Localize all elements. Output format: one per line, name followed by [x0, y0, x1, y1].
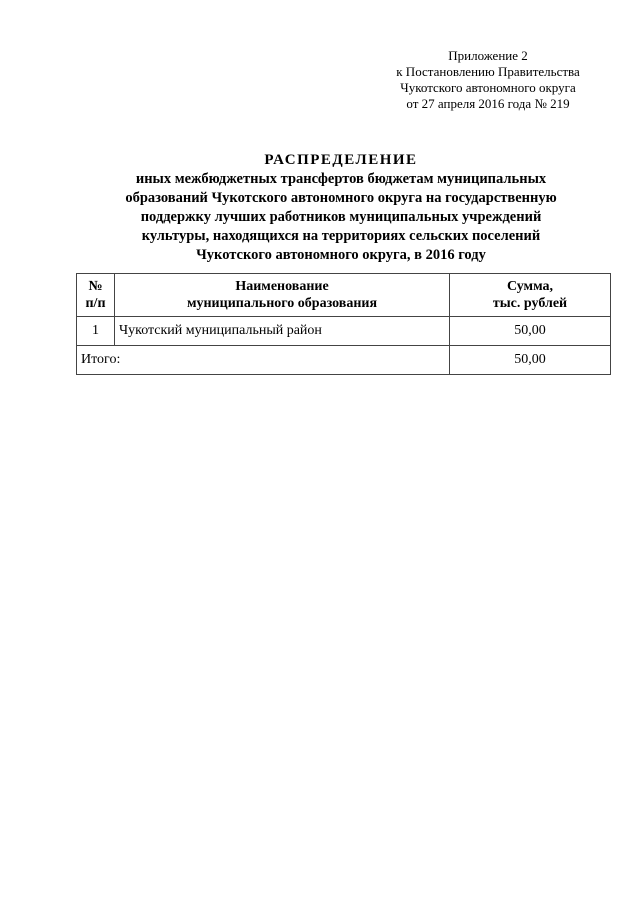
header-text: тыс. рублей	[492, 296, 568, 311]
title-heading: РАСПРЕДЕЛЕНИЕ	[264, 152, 418, 168]
annex-line: Чукотского автономного округа	[400, 80, 576, 95]
title-line: иных межбюджетных трансфертов бюджетам муниципальных	[135, 171, 547, 187]
table-header-row	[77, 274, 611, 317]
annex-line: от 27 апреля 2016 года № 219	[406, 96, 570, 111]
title-line: образований Чукотского автономного округа на государственную	[125, 190, 557, 206]
row-name: Чукотский муниципальный район	[115, 317, 450, 346]
total-label: Итого:	[77, 346, 450, 375]
header-text: Наименование	[235, 279, 329, 294]
header-text: п/п	[85, 296, 106, 311]
header-text: муниципального образования	[186, 296, 378, 311]
total-row	[77, 346, 611, 375]
title-line: культуры, находящихся на территориях сельских поселений	[141, 228, 541, 244]
header-sum	[450, 274, 611, 317]
document-title	[80, 151, 602, 265]
header-name	[115, 274, 450, 317]
table-row	[77, 317, 611, 346]
header-text: Сумма,	[506, 279, 554, 294]
title-line: Чукотского автономного округа, в 2016 году	[196, 247, 486, 263]
total-sum: 50,00	[450, 346, 611, 375]
header-number	[77, 274, 115, 317]
annex-line: к Постановлению Правительства	[396, 64, 580, 79]
header-text: №	[88, 279, 103, 294]
row-sum: 50,00	[450, 317, 611, 346]
title-line: поддержку лучших работников муниципальных учреждений	[140, 209, 542, 225]
annex-header	[380, 48, 596, 112]
row-number: 1	[77, 317, 115, 346]
annex-line: Приложение 2	[448, 48, 528, 63]
distribution-table	[76, 273, 611, 375]
